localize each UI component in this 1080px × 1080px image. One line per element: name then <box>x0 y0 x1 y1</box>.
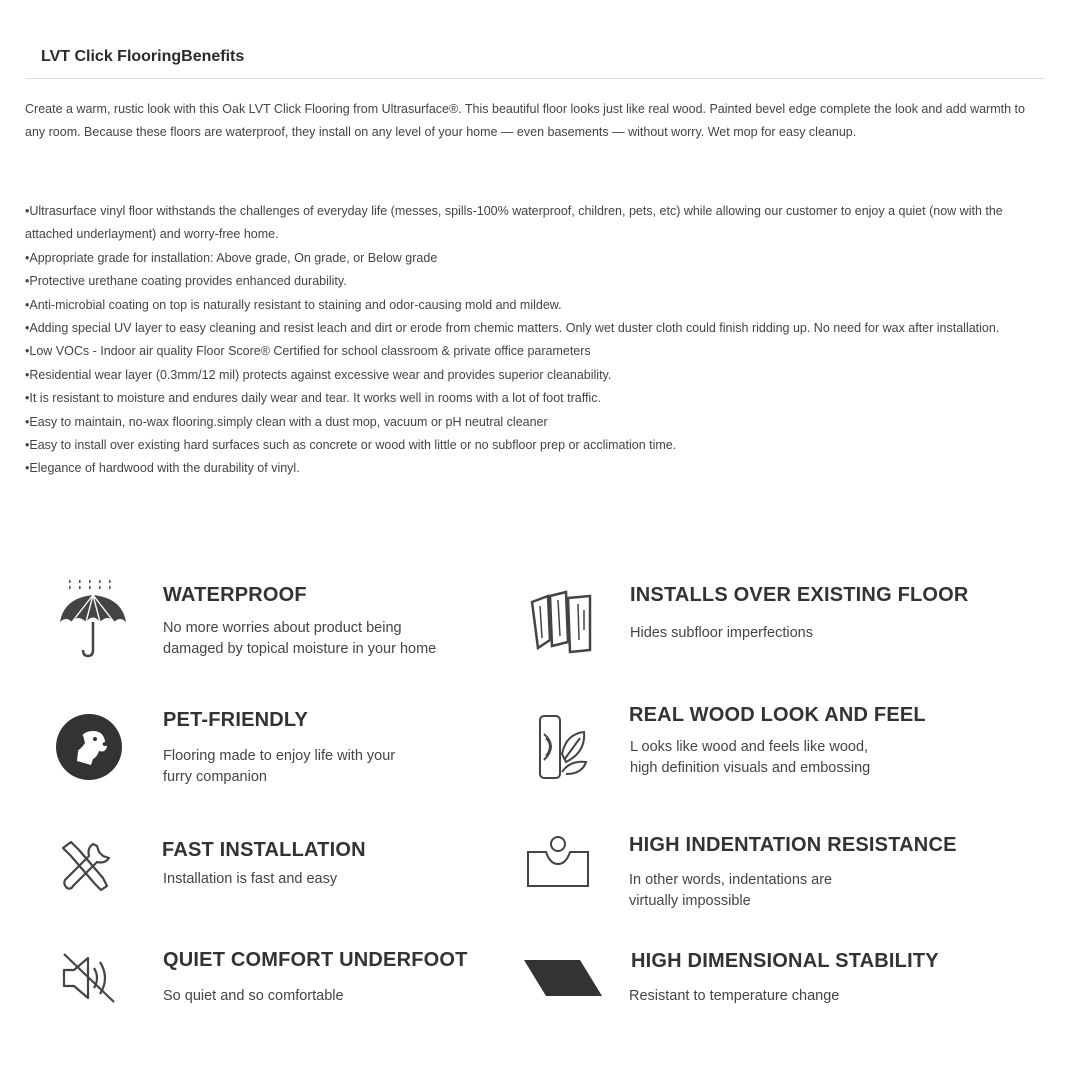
section-title: LVT Click FlooringBenefits <box>41 48 245 65</box>
list-item: •Elegance of hardwood with the durability of vinyl. <box>25 461 300 476</box>
section-header <box>26 42 1045 79</box>
list-item: •It is resistant to moisture and endures daily wear and tear. It works well in rooms with a lot of foot traffic. <box>25 391 601 406</box>
indentation-icon <box>526 834 590 888</box>
list-item: •Easy to maintain, no-wax flooring.simply clean with a dust mop, vacuum or pH neutral cleaner <box>25 414 548 429</box>
feature-description: Flooring made to enjoy life with your furry companion <box>163 748 396 785</box>
feature-title: FAST INSTALLATION <box>162 839 366 861</box>
list-item: •Adding special UV layer to easy cleaning and resist leach and dirt or erode from chemic matters. Only wet duster cloth could finish ridding up. No need for wax after installation. <box>25 321 1000 336</box>
feature-description: In other words, indentations are virtually impossible <box>629 872 833 909</box>
parallelogram-plank-icon <box>524 958 604 998</box>
feature-title: QUIET COMFORT UNDERFOOT <box>163 949 468 971</box>
feature-description: Resistant to temperature change <box>629 988 840 1004</box>
list-item: •Ultrasurface vinyl floor withstands the challenges of everyday life (messes, spills-100% waterproof, children, pets, etc) while allowing our customer to enjoy a quiet (now with the attached underlayment) and worry-free home. <box>25 204 1003 242</box>
feature-description: No more worries about product being damaged by topical moisture in your home <box>163 620 437 657</box>
feature-title: HIGH INDENTATION RESISTANCE <box>629 834 957 856</box>
list-item: •Residential wear layer (0.3mm/12 mil) protects against excessive wear and provides superior cleanability. <box>25 367 612 382</box>
tools-icon <box>57 838 113 894</box>
floor-planks-icon <box>528 590 594 654</box>
feature-description: So quiet and so comfortable <box>163 988 344 1004</box>
benefit-list <box>25 200 1035 481</box>
feature-title: WATERPROOF <box>163 584 307 606</box>
feature-description: Hides subfloor imperfections <box>630 625 813 641</box>
feature-description: Installation is fast and easy <box>163 871 338 887</box>
feature-description: L ooks like wood and feels like wood, high definition visuals and embossing <box>630 739 871 776</box>
dog-icon <box>55 713 123 781</box>
list-item: •Protective urethane coating provides enhanced durability. <box>25 274 347 289</box>
feature-title: PET-FRIENDLY <box>163 709 309 731</box>
umbrella-rain-icon <box>56 578 130 660</box>
wood-leaf-icon <box>536 712 592 782</box>
feature-title: INSTALLS OVER EXISTING FLOOR <box>630 584 969 606</box>
list-item: •Low VOCs - Indoor air quality Floor Score® Certified for school classroom & private office parameters <box>25 344 591 359</box>
list-item: •Appropriate grade for installation: Above grade, On grade, or Below grade <box>25 250 438 265</box>
list-item: •Anti-microbial coating on top is naturally resistant to staining and odor-causing mold and mildew. <box>25 297 562 312</box>
product-description: Create a warm, rustic look with this Oak LVT Click Flooring from Ultrasurface®. This beautiful floor looks just like real wood. Painted bevel edge complete the look and add warmth to any room. Because these floors are waterproof, they install on any level of your home — even basements — without worry. Wet mop for easy cleanup. <box>25 102 1025 139</box>
list-item: •Easy to install over existing hard surfaces such as concrete or wood with little or no subfloor prep or acclimation time. <box>25 438 677 453</box>
feature-title: REAL WOOD LOOK AND FEEL <box>629 704 926 726</box>
muted-speaker-icon <box>60 950 118 1006</box>
feature-title: HIGH DIMENSIONAL STABILITY <box>631 950 939 972</box>
